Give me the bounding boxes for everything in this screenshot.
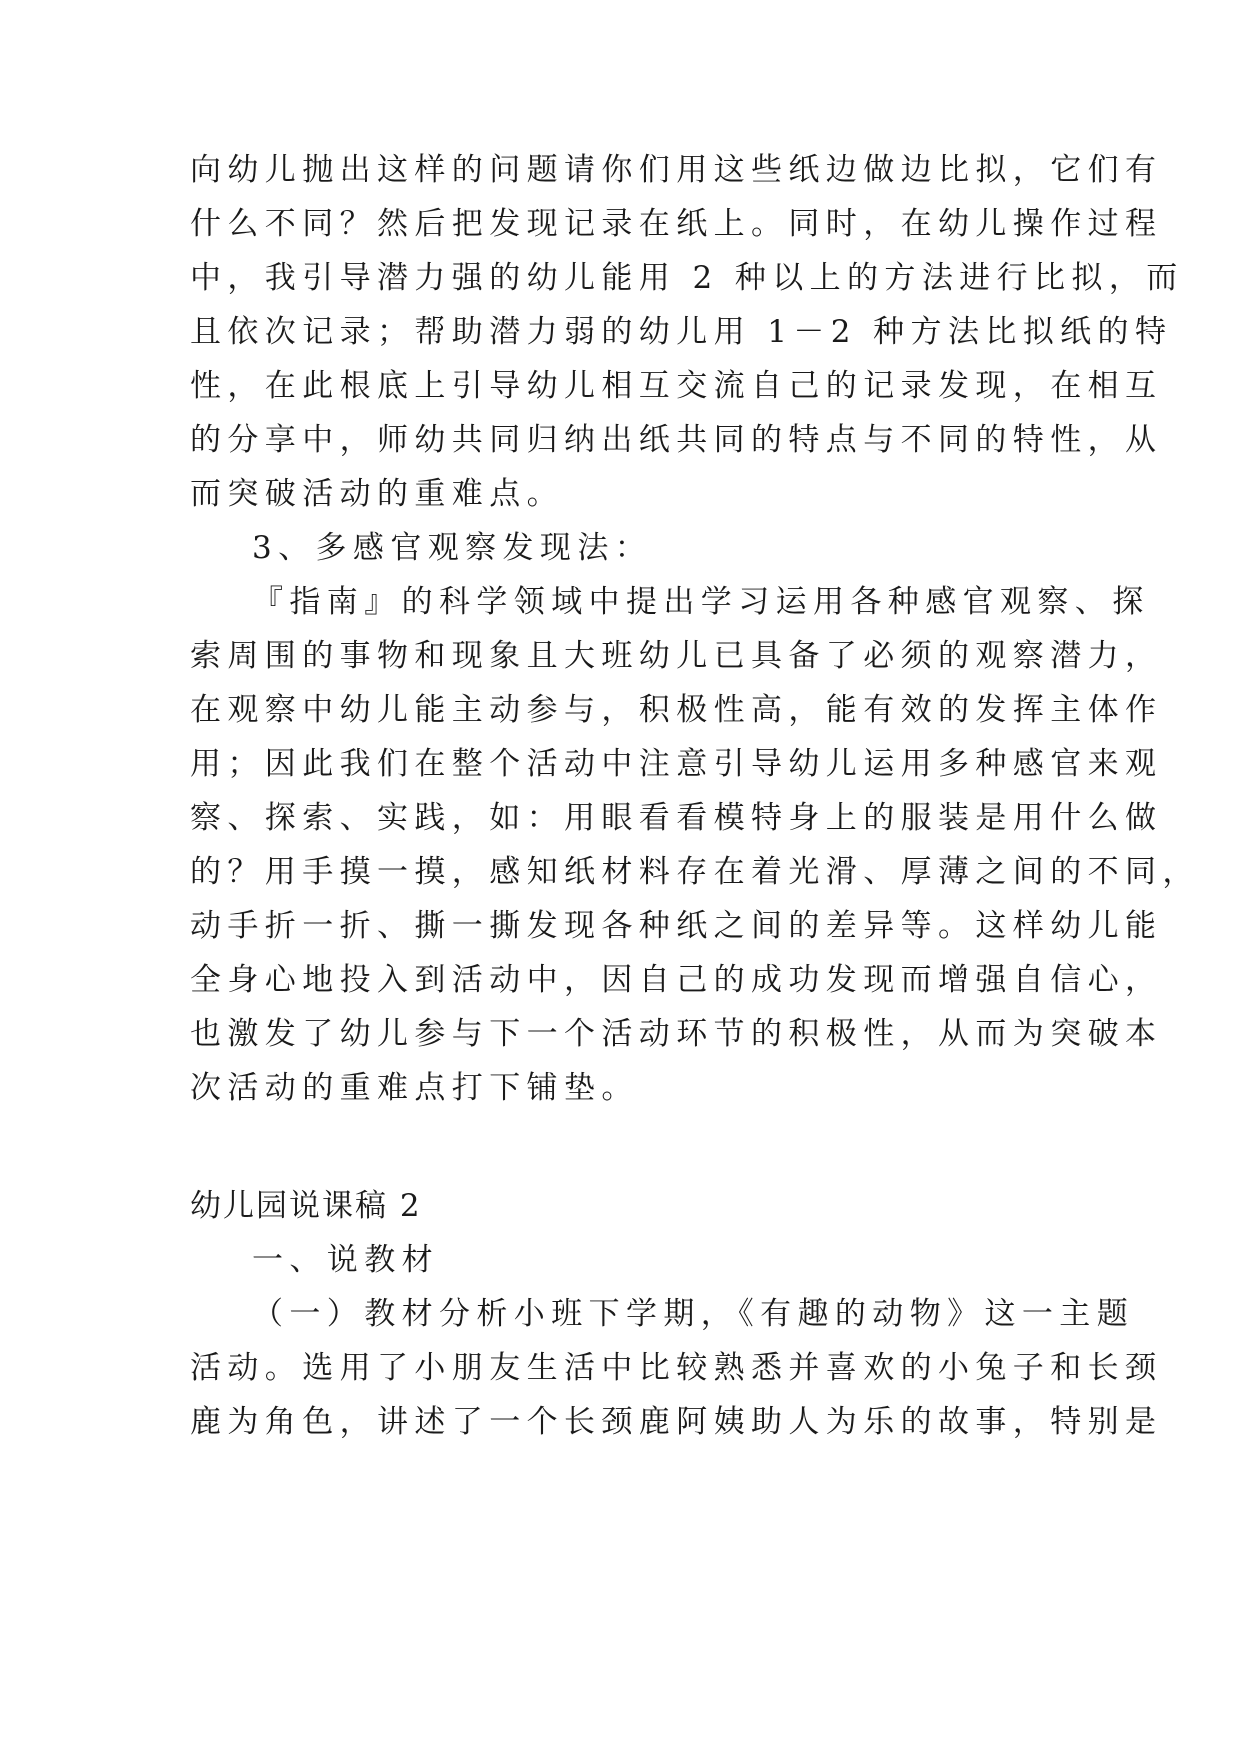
paragraph-line: 活动。选用了小朋友生活中比较熟悉并喜欢的小兔子和长颈 xyxy=(190,1350,1163,1386)
section-title: 幼儿园说课稿 2 xyxy=(190,1188,422,1224)
paragraph-line: 且依次记录；帮助潜力弱的幼儿用 1－2 种方法比拟纸的特 xyxy=(190,314,1173,350)
paragraph-line: 什么不同？然后把发现记录在纸上。同时，在幼儿操作过程 xyxy=(190,206,1163,242)
paragraph-line: 的分享中，师幼共同归纳出纸共同的特点与不同的特性，从 xyxy=(190,422,1163,458)
section-subheading: 3、多感官观察发现法： xyxy=(252,530,653,566)
paragraph-line: （一）教材分析小班下学期，《有趣的动物》这一主题 xyxy=(252,1296,1135,1332)
paragraph-line: 中，我引导潜力强的幼儿能用 2 种以上的方法进行比拟，而 xyxy=(190,260,1184,296)
paragraph-line: 动手折一折、撕一撕发现各种纸之间的差异等。这样幼儿能 xyxy=(190,908,1163,944)
paragraph-line: 向幼儿抛出这样的问题请你们用这些纸边做边比拟，它们有 xyxy=(190,152,1163,188)
paragraph-line: 用；因此我们在整个活动中注意引导幼儿运用多种感官来观 xyxy=(190,746,1163,782)
paragraph-line: 索周围的事物和现象且大班幼儿已具备了必须的观察潜力， xyxy=(190,638,1163,674)
paragraph-line: 性，在此根底上引导幼儿相互交流自己的记录发现，在相互 xyxy=(190,368,1163,404)
paragraph-line: 察、探索、实践，如：用眼看看模特身上的服装是用什么做 xyxy=(190,800,1163,836)
paragraph-line: 也激发了幼儿参与下一个活动环节的积极性，从而为突破本 xyxy=(190,1016,1163,1052)
paragraph-line: 次活动的重难点打下铺垫。 xyxy=(190,1070,639,1106)
paragraph-line: 在观察中幼儿能主动参与，积极性高，能有效的发挥主体作 xyxy=(190,692,1163,728)
paragraph-line: 鹿为角色，讲述了一个长颈鹿阿姨助人为乐的故事，特别是 xyxy=(190,1404,1163,1440)
paragraph-line: 『指南』的科学领域中提出学习运用各种感官观察、探 xyxy=(252,584,1150,620)
paragraph-line: 的？用手摸一摸，感知纸材料存在着光滑、厚薄之间的不同， xyxy=(190,854,1200,890)
paragraph-line: 全身心地投入到活动中，因自己的成功发现而增强自信心， xyxy=(190,962,1163,998)
paragraph-line: 而突破活动的重难点。 xyxy=(190,476,564,512)
section-subheading: 一、说教材 xyxy=(252,1242,439,1278)
